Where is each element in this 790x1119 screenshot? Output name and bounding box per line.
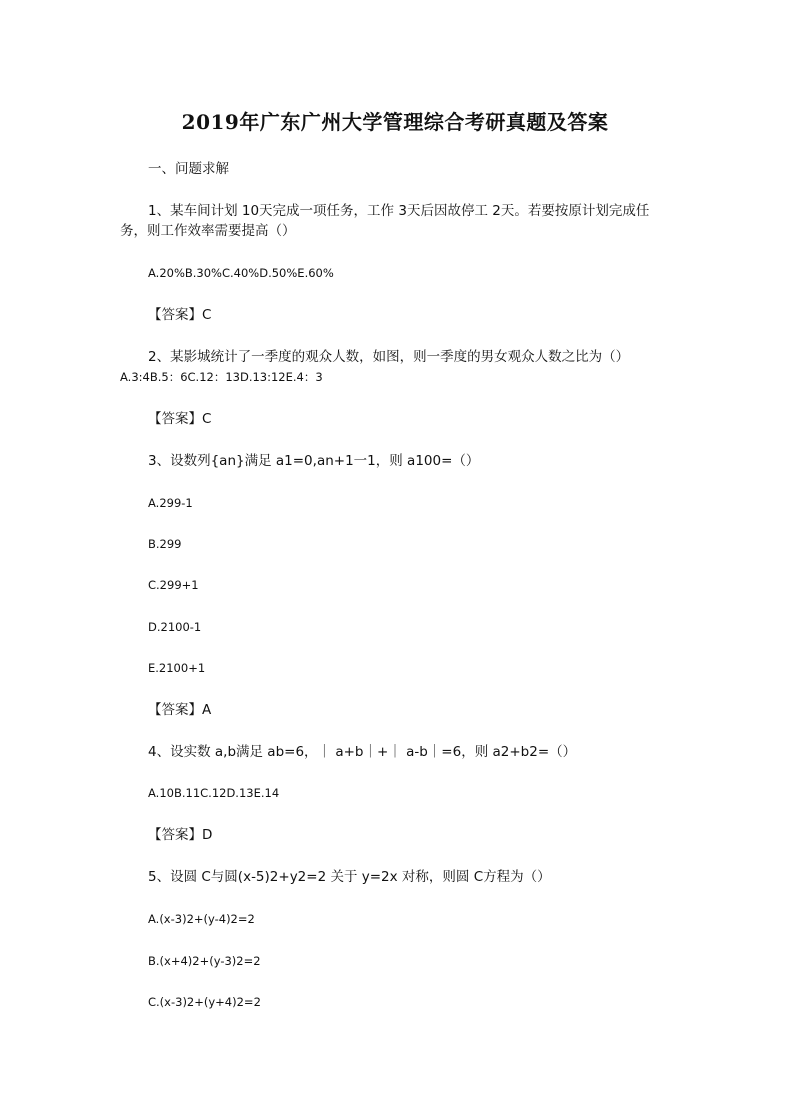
question-1-text: 1、某车间计划 10天完成一项任务，工作 3天后因故停工 2天。若要按原计划完成任 [148, 203, 650, 219]
question-5-option-c: C.(x-3)2+(y+4)2=2 [148, 995, 261, 1009]
question-3-option-b: B.299 [148, 537, 182, 551]
question-3-option-e: E.2100+1 [148, 661, 206, 675]
question-2-text: 2、某影城统计了一季度的观众人数，如图，则一季度的男女观众人数之比为（） [148, 349, 630, 365]
question-3-option-d: D.2100-1 [148, 620, 202, 634]
question-4-text: 4、设实数 a,b满足 ab=6，｜ a+b｜+｜ a-b｜=6，则 a2+b2=（） [148, 744, 577, 760]
question-3-option-a: A.299-1 [148, 496, 193, 510]
question-3-answer: 【答案】A [148, 702, 212, 718]
question-4-answer: 【答案】D [148, 827, 213, 843]
question-3-option-c: C.299+1 [148, 578, 199, 592]
question-1-text-cont: 务，则工作效率需要提高（） [120, 223, 296, 239]
question-3-text: 3、设数列{an}满足 a1=0,an+1一1，则 a100=（） [148, 453, 480, 469]
question-2-options: A.3:4B.5：6C.12：13D.13:12E.4：3 [120, 370, 323, 384]
question-5-option-b: B.(x+4)2+(y-3)2=2 [148, 954, 261, 968]
question-1-options: A.20%B.30%C.40%D.50%E.60% [148, 266, 334, 280]
question-1-answer: 【答案】C [148, 307, 212, 323]
question-2-answer: 【答案】C [148, 411, 212, 427]
question-5-option-a: A.(x-3)2+(y-4)2=2 [148, 912, 255, 926]
question-5-text: 5、设圆 C与圆(x-5)2+y2=2 关于 y=2x 对称，则圆 C方程为（） [148, 869, 551, 885]
document-title: 2019年广东广州大学管理综合考研真题及答案 [181, 110, 609, 134]
question-4-options: A.10B.11C.12D.13E.14 [148, 786, 280, 800]
section-heading: 一、问题求解 [148, 161, 229, 177]
